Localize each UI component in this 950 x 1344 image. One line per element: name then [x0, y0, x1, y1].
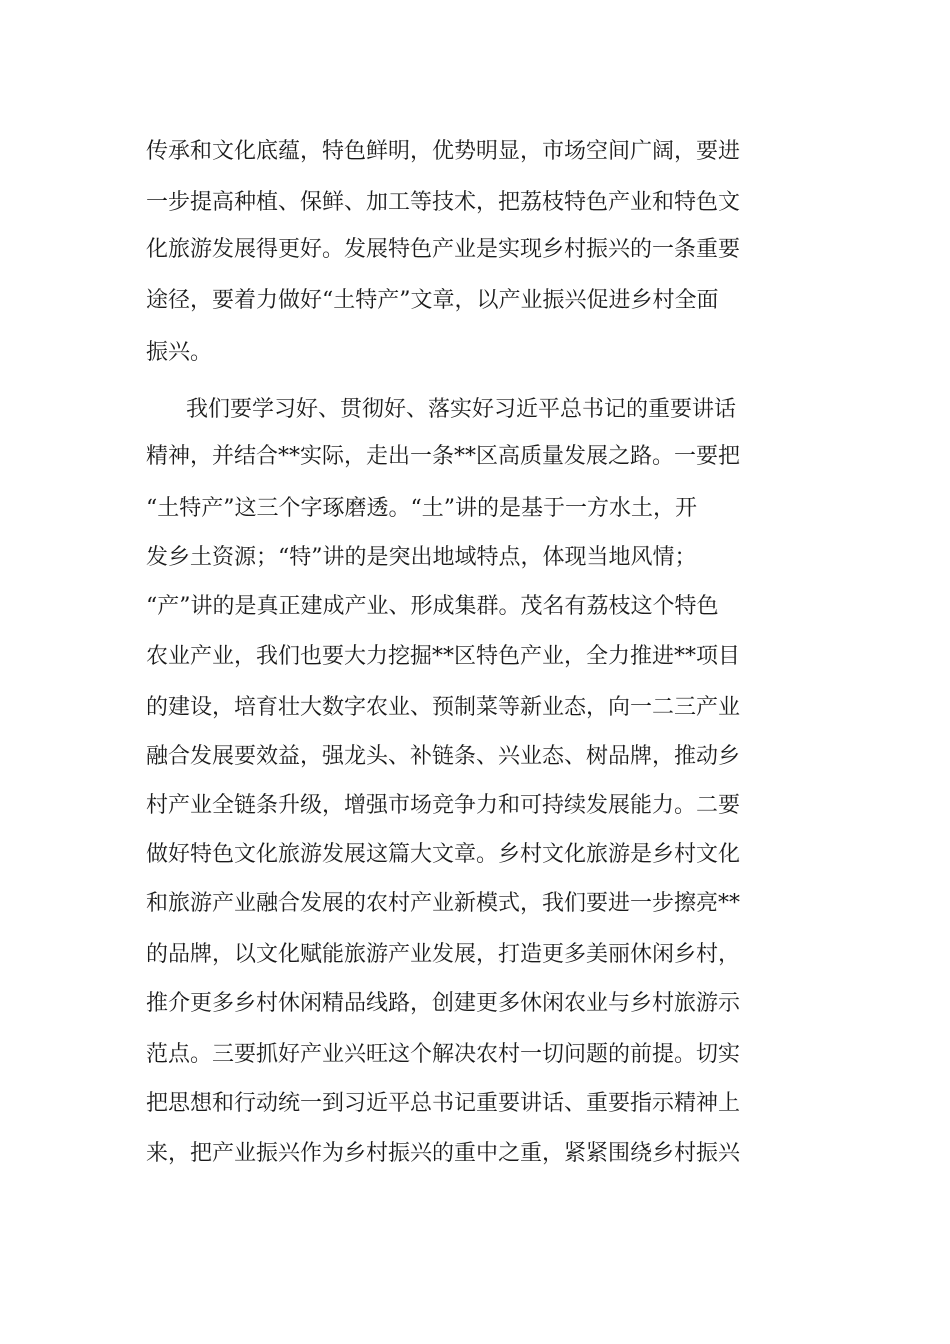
paragraph-line: 融合发展要效益，强龙头、补链条、兴业态、树品牌，推动乡	[146, 744, 741, 769]
paragraph-line: 一步提高种植、保鲜、加工等技术，把荔枝特色产业和特色文	[146, 190, 741, 215]
paragraph-line: 和旅游产业融合发展的农村产业新模式，我们要进一步擦亮**	[146, 891, 741, 916]
paragraph-line: 范点。三要抓好产业兴旺这个解决农村一切问题的前提。切实	[146, 1042, 741, 1067]
paragraph-line: 途径，要着力做好“土特产”文章，以产业振兴促进乡村全面	[146, 288, 719, 313]
paragraph-line: 村产业全链条升级，增强市场竞争力和可持续发展能力。二要	[146, 793, 741, 818]
paragraph-line: 把思想和行动统一到习近平总书记重要讲话、重要指示精神上	[146, 1091, 741, 1116]
paragraph-line: 的建设，培育壮大数字农业、预制菜等新业态，向一二三产业	[146, 695, 741, 720]
paragraph-line: 推介更多乡村休闲精品线路，创建更多休闲农业与乡村旅游示	[146, 991, 741, 1016]
paragraph-line: 振兴。	[146, 340, 213, 365]
paragraph-line: 化旅游发展得更好。发展特色产业是实现乡村振兴的一条重要	[146, 237, 741, 262]
paragraph-line: “产”讲的是真正建成产业、形成集群。茂名有荔枝这个特色	[146, 594, 719, 619]
paragraph-line: 的品牌，以文化赋能旅游产业发展，打造更多美丽休闲乡村，	[146, 942, 741, 967]
paragraph-line: 发乡土资源；“特”讲的是突出地域特点，体现当地风情；	[146, 545, 697, 570]
paragraph-line: 我们要学习好、贯彻好、落实好习近平总书记的重要讲话	[186, 397, 737, 422]
paragraph-line: “土特产”这三个字琢磨透。“土”讲的是基于一方水土，开	[146, 496, 697, 521]
paragraph-line: 传承和文化底蕴，特色鲜明，优势明显，市场空间广阔，要进	[146, 139, 741, 164]
paragraph-line: 精神，并结合**实际，走出一条**区高质量发展之路。一要把	[146, 444, 741, 469]
paragraph-line: 做好特色文化旅游发展这篇大文章。乡村文化旅游是乡村文化	[146, 842, 741, 867]
paragraph-line: 农业产业，我们也要大力挖掘**区特色产业，全力推进**项目	[146, 644, 741, 669]
paragraph-line: 来，把产业振兴作为乡村振兴的重中之重，紧紧围绕乡村振兴	[146, 1141, 741, 1166]
